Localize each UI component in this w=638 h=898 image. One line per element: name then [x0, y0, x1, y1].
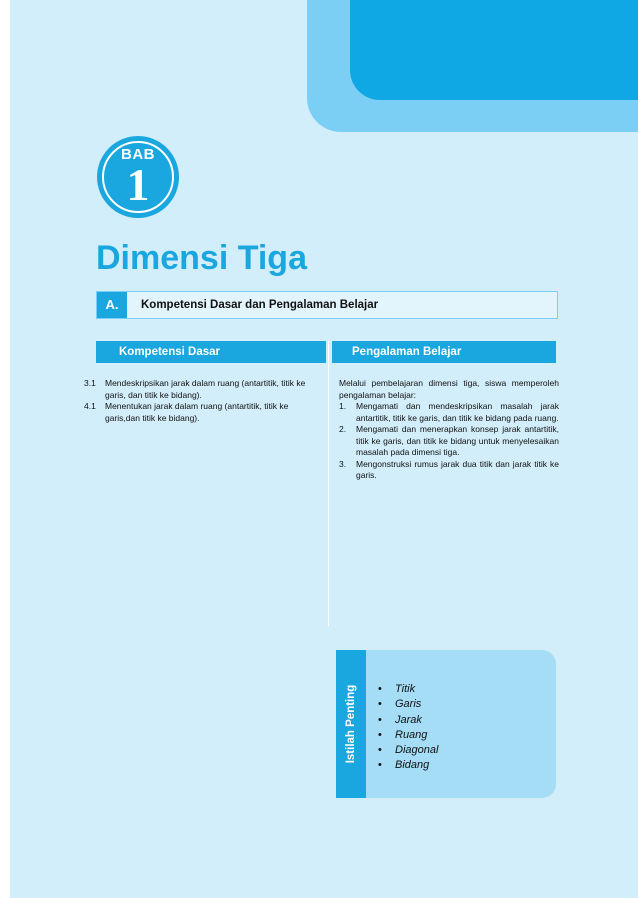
list-item: [84, 401, 322, 424]
section-title: Kompetensi Dasar dan Pengalaman Belajar: [141, 299, 379, 311]
term-item: • Ruang: [378, 728, 438, 743]
istilah-penting-label: Istilah Penting: [345, 684, 357, 764]
term-item: • Bidang: [378, 758, 438, 773]
term-item: • Garis: [378, 697, 438, 712]
item-text: Mengamati dan menerapkan konsep jarak antartitik, titik ke garis, dan titik ke bidang untuk menyelesaikan masalah pada dimensi tiga.: [356, 424, 559, 457]
decorative-tab-dark: [350, 0, 638, 100]
item-number: 4.1: [84, 401, 96, 411]
item-number: 3.1: [84, 378, 96, 388]
list-item: [339, 424, 559, 459]
istilah-penting-box: [336, 650, 556, 798]
section-letter: A.: [97, 292, 127, 318]
list-item: [339, 401, 559, 424]
item-text: Menentukan jarak dalam ruang (antartitik, titik ke garis,dan titik ke bidang).: [105, 401, 289, 423]
chapter-title: Dimensi Tiga: [96, 239, 307, 277]
column-divider: [328, 341, 329, 626]
term-item: • Jarak: [378, 713, 438, 728]
istilah-penting-list: [378, 682, 438, 774]
chapter-number: 1: [126, 159, 150, 210]
item-number: 1.: [339, 401, 347, 411]
kompetensi-dasar-list: [84, 378, 322, 424]
item-number: 2.: [339, 424, 347, 434]
pengalaman-belajar-block: [339, 378, 559, 482]
badge-label: BAB: [121, 146, 155, 163]
item-text: Mengonstruksi rumus jarak dua titik dan jarak titik ke garis.: [356, 458, 559, 480]
list-item: [339, 459, 559, 482]
istilah-penting-label-bar: [336, 650, 366, 798]
term-item: • Diagonal: [378, 743, 438, 758]
section-heading: [96, 291, 558, 319]
pengalaman-belajar-header: Pengalaman Belajar: [332, 341, 556, 363]
item-text: Mendeskripsikan jarak dalam ruang (antartitik, titik ke garis, dan titik ke bidang).: [105, 378, 306, 400]
pengalaman-intro: Melalui pembelajaran dimensi tiga, siswa memperoleh pengalaman belajar:: [339, 378, 559, 400]
item-text: Mengamati dan mendeskripsikan masalah jarak antartitik, titik ke garis, dan titik ke bidang pada ruang.: [356, 401, 559, 423]
chapter-badge: [97, 136, 179, 218]
term-item: • Titik: [378, 682, 438, 697]
pengalaman-belajar-list: [339, 401, 559, 482]
list-item: [84, 378, 322, 401]
item-number: 3.: [339, 458, 347, 469]
kompetensi-dasar-header: Kompetensi Dasar: [96, 341, 326, 363]
